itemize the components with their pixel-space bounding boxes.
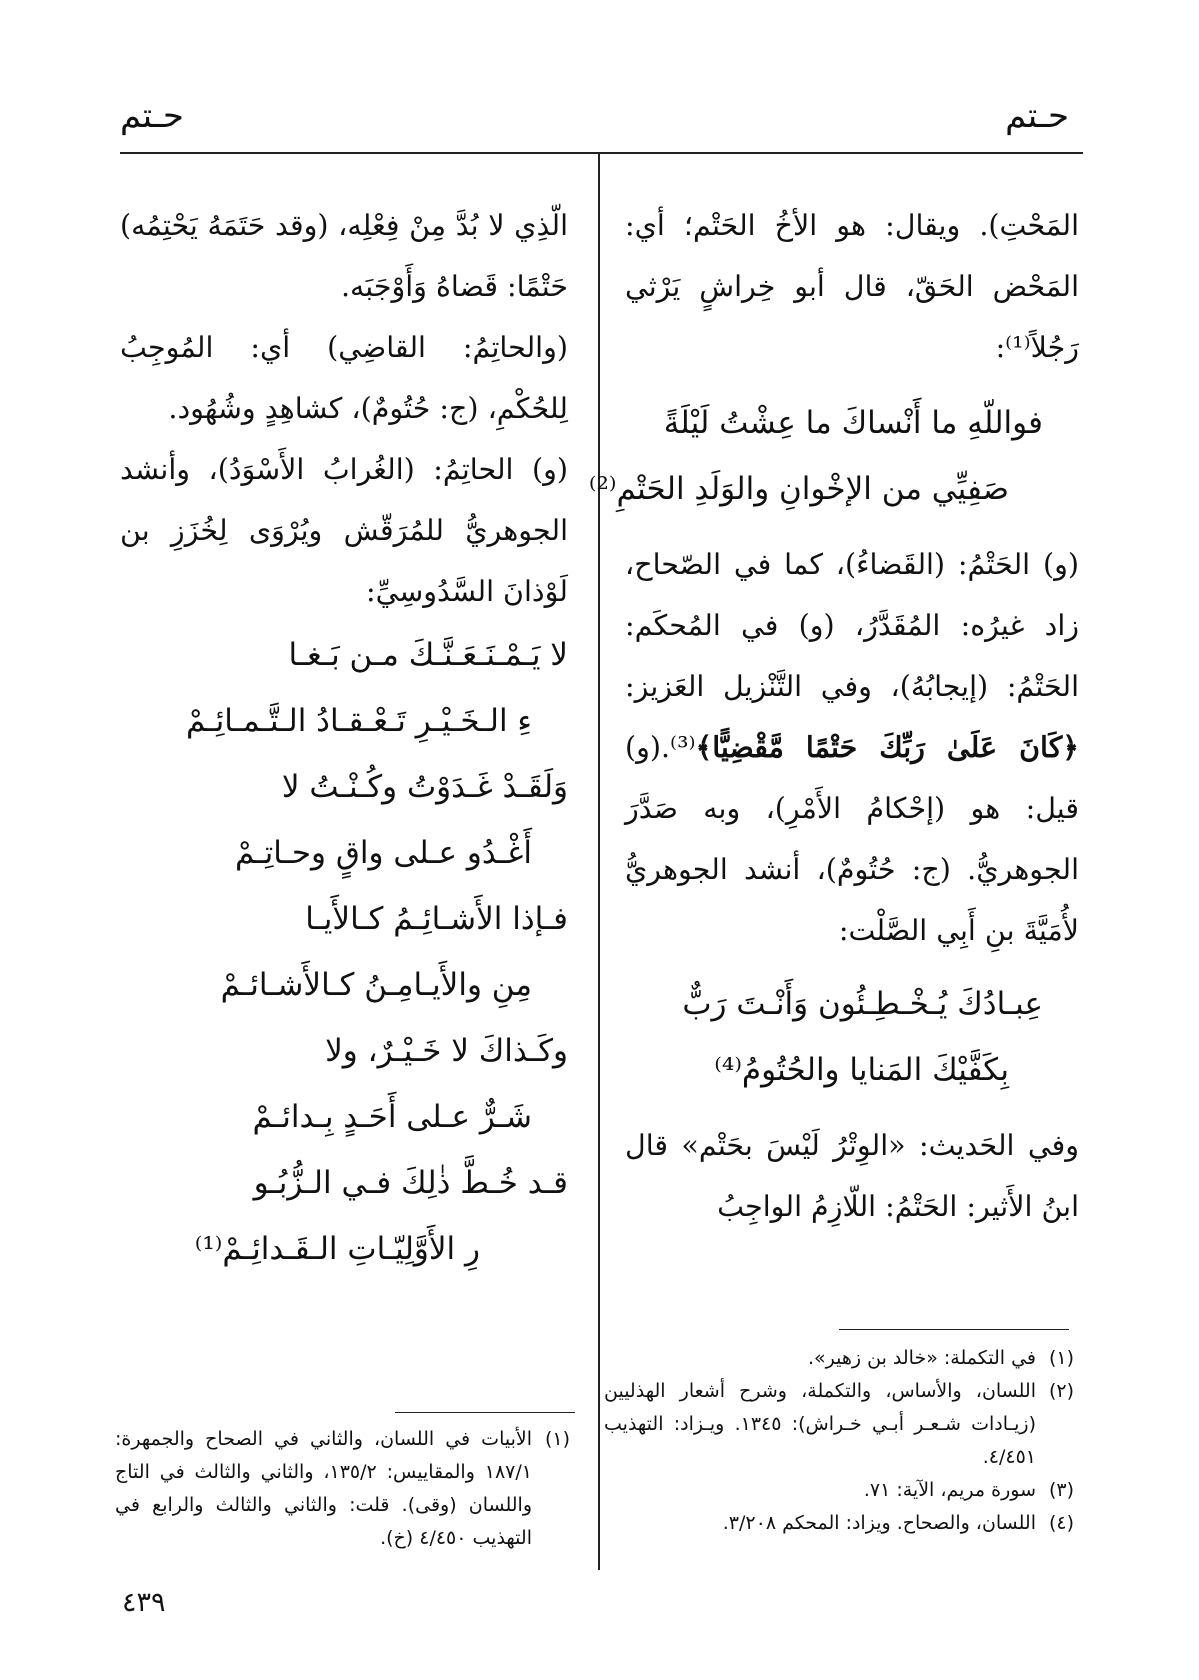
right-column — [588, 195, 1079, 1237]
footnote-number: (٤) — [1048, 1512, 1074, 1534]
footnote-number: (١) — [544, 1428, 570, 1450]
right-verse-1-line-1: فواللّهِ ما أَنْساكَ ما عِشْتُ لَيْلَةً — [663, 405, 1043, 441]
left-verse-line: شَـرٌّ عـلى أَحَـدٍ بِـدائـمْ — [252, 1099, 532, 1135]
running-header-left: حـتم — [120, 96, 184, 136]
left-verse-line: فـإذا الأَشـائِـمُ كـالأَيـا — [305, 901, 568, 937]
footnote-text: الأبيات في اللسان، والثاني في الصحاح والجمهرة: ١٨٧/١ والمقاييس: ١٣٥/٢، والثاني والثالث في التاج واللسان (وقى). قلت: والثاني والثالث والرابع في التهذيب ٤/٤٥٠ (خ). — [115, 1428, 532, 1549]
left-verse-line: رِ الأَوَّلِيّـاتِ الـقَـدائِـمْ⁽¹⁾ — [194, 1231, 480, 1267]
footnote-text: اللسان، والصحاح. ويزاد: المحكم ٣/٢٠٨. — [722, 1512, 1036, 1534]
right-paragraph-2-text-b: ⁽³⁾.(و) قيل: هو (إحْكامُ الأَمْرِ)، وبه صَدَّرَ الجوهريُّ. (ج: حُتُومٌ)، أنشد الجوهريُّ لأُمَيَّةَ بنِ أَبِي الصَّلْت: — [625, 731, 1079, 947]
header-rule — [120, 152, 1083, 154]
left-verse-line: أَغْـدُو عـلى واقٍ وحـاتِـمْ — [234, 835, 532, 871]
quran-verse: ﴿كَانَ عَلَىٰ رَبِّكَ حَتْمًا مَّقْضِيًّا﴾ — [695, 730, 1079, 764]
left-verse-line: وكَـذاكَ لا خَـيْـرٌ، ولا — [325, 1033, 568, 1069]
footnote-number: (٢) — [1048, 1380, 1074, 1402]
left-paragraph-1: الّذِي لا بُدَّ مِنْ فِعْلِه، (وقد حَتَمَهُ يَحْتِمُه) حَتْمًا: قَضاهُ وَأَوْجَبَه. — [120, 209, 568, 303]
left-verse-line: مِنِ والأَيـامِـنُ كـالأَشـائـمْ — [220, 967, 532, 1003]
right-paragraph-2 — [625, 534, 1079, 961]
right-verse-2-line-2: بِكَفَّيْكَ المَنايا والحُتُومُ⁽⁴⁾ — [714, 1052, 1009, 1088]
footnote-text: سورة مريم، الآية: ٧١. — [863, 1479, 1036, 1501]
footnote-text: في التكملة: «خالد بن زهير». — [808, 1347, 1036, 1369]
footnote — [604, 1375, 1074, 1474]
left-verse-line: لا يَـمْـنَـعَـنَّـكَ مـن بَـغـا — [288, 637, 568, 673]
footnotes-right — [604, 1342, 1074, 1540]
left-column — [120, 195, 568, 1282]
left-paragraph-3: (و) الحاتِمُ: (الغُرابُ الأَسْوَدُ)، وأنشد الجوهريُّ للمُرَقّش ويُرْوَى لِخُزَزِ بن لَوْذانَ السَّدُوسِيِّ: — [120, 453, 568, 608]
right-verse-2-line-1: عِبـادُكَ يُـخْـطِـئُون وَأَنْـتَ رَبٌّ — [682, 986, 1043, 1022]
left-verse-line: قـد خُـطَّ ذٰلِكَ فـي الـزُّبُـو — [253, 1165, 568, 1201]
footnote-rule-left — [395, 1412, 575, 1413]
right-paragraph-3: وفي الحَديث: «الوِتْرُ لَيْسَ بحَتْم» قال ابنُ الأَثير: الحَتْمُ: اللّازِمُ الواجِبُ — [625, 1129, 1079, 1223]
footnote-rule-right — [839, 1329, 1069, 1330]
column-divider — [598, 152, 600, 1570]
right-paragraph-1: المَحْتِ). ويقال: هو الأخُ الحَتْم؛ أي: المَحْض الحَقّ، قال أبو خِراشٍ يَرْثي رَجُلاً⁽¹⁾: — [625, 209, 1079, 364]
footnote — [604, 1342, 1074, 1375]
footnote — [604, 1474, 1074, 1507]
running-header-right: حـتم — [1005, 96, 1069, 136]
left-verse-line: ءِ الـخَـيْـرِ تَـعْـقـادُ الـتَّـمـائِـمْ — [185, 703, 532, 739]
left-paragraph-2: (والحاتِمُ: القاضِي) أي: المُوجِبُ لِلحُكْمِ، (ج: حُتُومٌ)، كشاهِدٍ وشُهُود. — [120, 331, 568, 425]
right-paragraph-2-text-a: (و) الحَتْمُ: (القَضاءُ)، كما في الصّحاح، زاد غيرُه: المُقَدَّرُ، (و) في المُحكَم: الحَتْمُ: (إيجابُهُ)، وفي التَّنْزيل العَزيز: — [625, 548, 1079, 703]
left-verse-line: وَلَقَـدْ غَـدَوْتُ وكُـنْـتُ لا — [281, 769, 568, 805]
footnote-number: (٣) — [1048, 1479, 1074, 1501]
right-verse-1-line-2: صَفِيِّي من الإخْوانِ والوَلَدِ الحَتْمِ⁽²⁾ — [588, 471, 1009, 507]
footnote-text: اللسان، والأساس، والتكملة، وشرح أشعار الهذليين (زيـادات شـعـر أبـي خـراش): ١٣٤٥. ويـزاد: التهذيب ٤/٤٥١. — [604, 1380, 1036, 1468]
page-number: ٤٣٩ — [122, 1587, 166, 1618]
footnotes-left — [115, 1423, 570, 1555]
footnote — [115, 1423, 570, 1555]
footnote-number: (١) — [1048, 1347, 1074, 1369]
footnote — [604, 1507, 1074, 1540]
